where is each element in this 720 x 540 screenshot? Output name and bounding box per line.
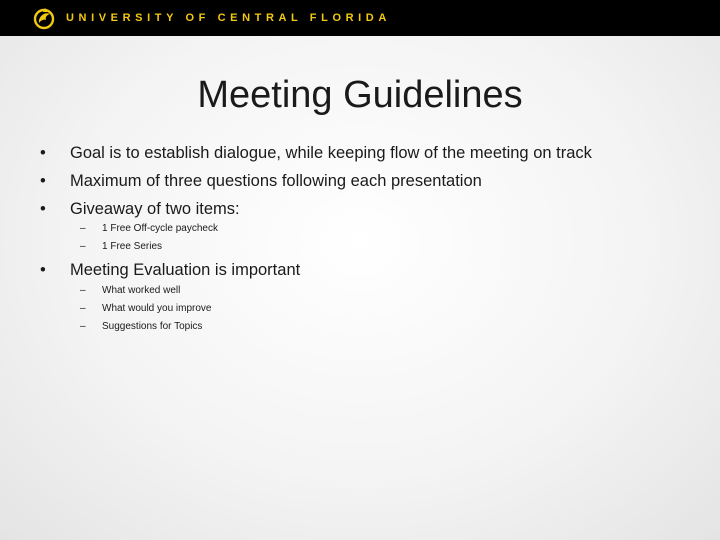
bullet-mark: • — [40, 200, 46, 218]
sub-bullet-mark: – — [80, 223, 86, 234]
bullet-mark: • — [40, 172, 46, 190]
slide-title: Meeting Guidelines — [197, 74, 523, 116]
sub-bullet-text: What worked well — [102, 285, 181, 296]
sub-bullet-mark: – — [80, 285, 86, 296]
sub-bullet-text: 1 Free Series — [102, 241, 163, 252]
sub-bullet-text: 1 Free Off-cycle paycheck — [102, 223, 218, 234]
sub-bullet-text: What would you improve — [102, 303, 212, 314]
bullet-text: Goal is to establish dialogue, while keeping flow of the meeting on track — [70, 144, 592, 162]
bullet-mark: • — [40, 261, 46, 279]
sub-bullet-mark: – — [80, 303, 86, 314]
sub-bullet-mark: – — [80, 321, 86, 332]
bullet-text: Giveaway of two items: — [70, 200, 240, 218]
bullet-mark: • — [40, 144, 46, 162]
org-name: UNIVERSITY OF CENTRAL FLORIDA — [66, 12, 391, 24]
sub-bullet-text: Suggestions for Topics — [102, 321, 203, 332]
sub-bullet-mark: – — [80, 241, 86, 252]
bullet-text: Maximum of three questions following each presentation — [70, 172, 482, 190]
bullet-text: Meeting Evaluation is important — [70, 261, 301, 279]
